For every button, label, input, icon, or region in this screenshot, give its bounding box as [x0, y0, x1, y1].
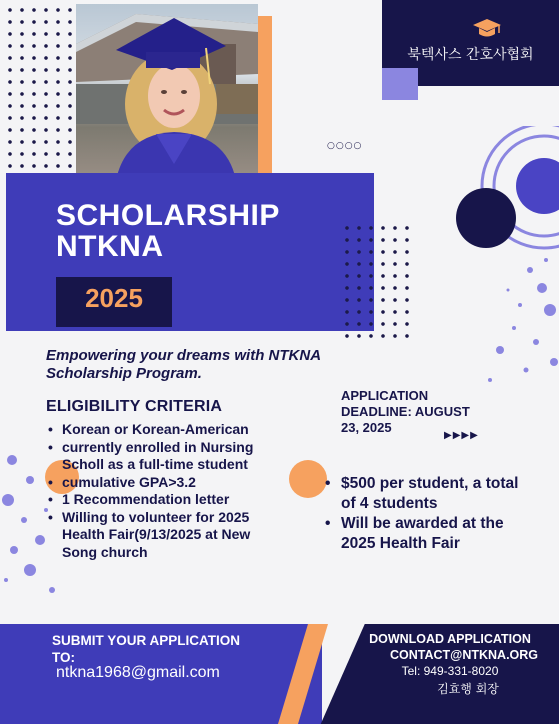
eligibility-item: • Korean or Korean-American — [47, 421, 262, 439]
submit-line-1: SUBMIT YOUR APPLICATION — [52, 633, 241, 648]
deadline-line-2: DEADLINE: AUGUST — [341, 404, 470, 419]
eligibility-item: • Willing to volunteer for 2025 Health Fair(9/13/2025 at New Song church — [47, 509, 262, 562]
concentric-circles-decoration — [440, 126, 559, 256]
eligibility-item: • currently enrolled in Nursing Scholl as a full-time student — [47, 439, 262, 474]
phone-number[interactable]: Tel: 949-331-8020 — [401, 664, 499, 678]
orange-circle-decoration — [289, 460, 327, 498]
eligibility-item: • 1 Recommendation letter — [47, 491, 262, 509]
deadline-line-3: 23, 2025 — [341, 420, 392, 435]
arrows-icon: ▶▶▶▶ — [444, 430, 479, 441]
contact-email-link[interactable]: CONTACT@NTKNA.ORG — [389, 648, 539, 662]
submit-heading — [52, 632, 267, 666]
application-deadline — [341, 388, 491, 436]
deadline-line-1: APPLICATION — [341, 388, 429, 403]
graduate-photo — [76, 4, 258, 180]
tagline-line-1: Empowering your dreams with NTKNA — [46, 347, 322, 364]
paint-splatter-decoration — [470, 250, 559, 390]
scholarship-title — [56, 200, 280, 262]
eligibility-item: • cumulative GPA>3.2 — [47, 474, 262, 492]
submit-email-link[interactable]: ntkna1968@gmail.com — [56, 664, 220, 681]
award-item: • $500 per student, a total of 4 students — [324, 474, 524, 514]
eligibility-list — [47, 421, 262, 561]
eligibility-heading: ELIGIBILITY CRITERIA — [46, 398, 223, 415]
title-line-2: NTKNA — [56, 230, 164, 263]
scholarship-year: 2025 — [85, 283, 143, 313]
download-line-1: DOWNLOAD APPLICATION — [369, 632, 531, 646]
submit-line-2: TO: — [52, 650, 75, 665]
brand-accent-block — [382, 68, 418, 100]
dot-grid-decoration — [341, 222, 413, 342]
dot-grid-decoration — [4, 4, 76, 172]
president-name: 김효행 회장 — [437, 682, 499, 696]
org-name-korean: 북텍사스 간호사협회 — [407, 47, 534, 63]
award-item: • Will be awarded at the 2025 Health Fair — [324, 514, 524, 554]
small-circles-decoration: ○○○○ — [327, 141, 363, 151]
tagline — [46, 347, 366, 383]
download-heading — [350, 631, 550, 663]
graduation-cap-icon — [472, 18, 502, 40]
tagline-line-2: Scholarship Program. — [46, 365, 202, 382]
title-line-1: SCHOLARSHIP — [56, 199, 280, 232]
award-list — [324, 474, 524, 554]
